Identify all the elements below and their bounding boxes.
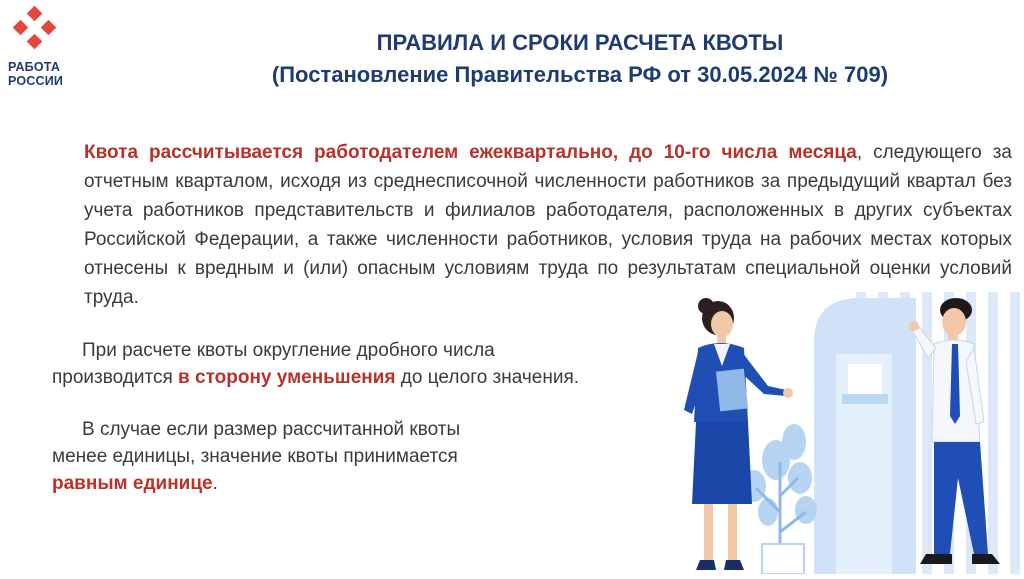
page-title: ПРАВИЛА И СРОКИ РАСЧЕТА КВОТЫ bbox=[376, 30, 784, 55]
rabota-rossii-logo bbox=[6, 6, 86, 96]
rounding-direction-emphasis: в сторону уменьшения bbox=[178, 367, 396, 388]
quota-calculation-rest: , следующего за отчетным кварталом, исходя из среднесписочной численности работников за предыдущий квартал без учета работников представительств и филиалов работодателя, расположенных в других субъектах Российской Федерации, а также численности работников, условия труда на рабочих местах которых отнесены к вредным и (или) опасным условиям труда по результатам специальной оценки условий труда. bbox=[84, 142, 1012, 308]
minimum-quota-block bbox=[52, 416, 460, 497]
logo-text-line1: РАБОТА bbox=[8, 60, 61, 74]
equal-to-one-emphasis: равным единице bbox=[52, 473, 213, 494]
rounding-rule-line2-end: до целого значения. bbox=[395, 367, 580, 388]
rounding-rule-block bbox=[52, 337, 579, 391]
rounding-rule-line2-start: производится bbox=[52, 367, 179, 388]
minimum-quota-line1: В случае если размер рассчитанной квоты bbox=[82, 419, 461, 440]
office-workers-illustration bbox=[656, 282, 1024, 574]
rabota-rossii-diamonds-icon bbox=[6, 6, 66, 58]
rounding-rule-line2 bbox=[52, 364, 579, 391]
rounding-rule-line1: При расчете квоты округление дробного числа bbox=[82, 340, 495, 361]
logo-text-line2: РОССИИ bbox=[8, 74, 64, 88]
page-subtitle: (Постановление Правительства РФ от 30.05.2024 № 709) bbox=[271, 62, 889, 87]
minimum-quota-line3-end: . bbox=[212, 473, 218, 494]
quota-calculation-lead: Квота рассчитывается работодателем ежеквартально, до 10-го числа месяца bbox=[84, 142, 857, 163]
minimum-quota-line3 bbox=[52, 470, 460, 497]
minimum-quota-line2: менее единицы, значение квоты принимается bbox=[52, 446, 458, 467]
